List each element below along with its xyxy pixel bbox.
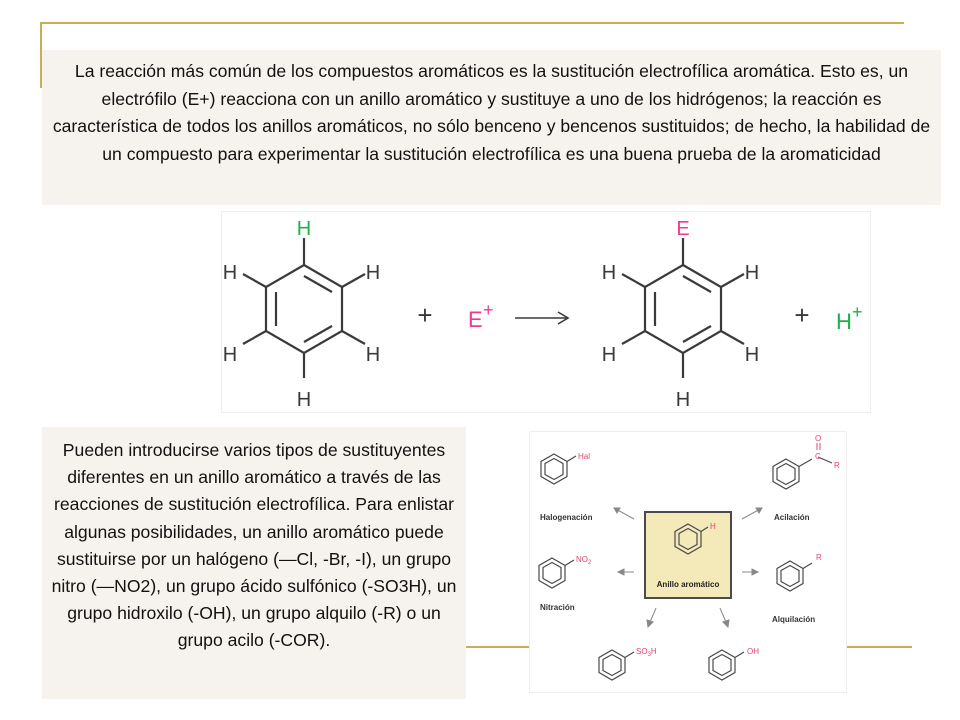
nitration-ring: [539, 558, 574, 588]
reaction-arrow: [515, 312, 568, 324]
sulfo-h: H: [650, 647, 657, 656]
hydroxyl-sub: OH: [747, 647, 759, 656]
byproduct-charge: +: [852, 302, 863, 322]
halogenation-label: Halogenación: [540, 513, 593, 522]
center-label: Anillo aromático: [656, 580, 720, 589]
product-atom: H: [601, 262, 617, 284]
carbonyl-bond: [817, 443, 820, 450]
alkylation-ring: [777, 561, 812, 591]
byproduct-h: H: [836, 309, 852, 334]
substitution-diagram: [530, 432, 846, 692]
product-benzene: [622, 238, 744, 378]
acylation-label: Acilación: [774, 513, 810, 522]
halogen-sub: Hal: [578, 452, 591, 461]
sulfo-text: SO: [636, 647, 648, 656]
detail-text: Pueden introducirse varios tipos de sustituyentes diferentes en un anillo aromático a través de las reacciones de sustitución electrofílica. Para enlistar algunas posibilidades, un anillo aromático puede sustituirse por un halógeno (—Cl, -Br, -I), un grupo nitro (—NO2), un grupo ácido sulfónico (-SO3H), un grupo hidroxilo (-OH), un grupo alquilo (-R) o un grupo acilo (-COR).: [51, 440, 457, 651]
acylation-ring: [773, 457, 832, 489]
bottom-rule-right: [846, 646, 912, 648]
alkylation-label: Alquilación: [772, 615, 816, 624]
alkyl-sub: R: [816, 553, 822, 562]
reactant-atom: H: [365, 344, 381, 366]
product-atom: H: [744, 262, 760, 284]
substitution-svg: [530, 432, 846, 692]
acyl-carbon: C: [815, 452, 821, 461]
reactant-top-h: H: [296, 218, 312, 240]
acyl-r: R: [834, 461, 840, 470]
reactant-benzene: [243, 238, 365, 378]
nitration-label: Nitración: [540, 603, 575, 612]
electrophile-charge: +: [483, 300, 494, 320]
nitro-sub: [576, 555, 592, 566]
sulfonation-ring: [599, 650, 634, 680]
product-top-e: E: [676, 218, 690, 240]
plus-sign: +: [417, 300, 433, 330]
reaction-scheme: [222, 212, 870, 412]
intro-text-box: [42, 50, 941, 205]
acyl-oxygen: O: [815, 434, 822, 443]
hydroxyl-ring: [709, 650, 744, 680]
reaction-svg: [222, 212, 870, 412]
product-atom: H: [675, 389, 691, 411]
reactant-atom: H: [222, 344, 238, 366]
reactant-atom: H: [365, 262, 381, 284]
plus-sign: +: [794, 300, 810, 330]
sulfo-subscript: 3: [647, 652, 651, 658]
center-sub: H: [710, 522, 716, 531]
detail-text-box: [42, 427, 466, 699]
reactant-atom: H: [296, 389, 312, 411]
product-atom: H: [744, 344, 760, 366]
sulfo-sub: [636, 647, 657, 658]
top-rule: [40, 22, 904, 24]
nitro-text: NO: [576, 555, 588, 564]
halogenation-ring: [541, 454, 576, 484]
reactant-atom: H: [222, 262, 238, 284]
nitro-subscript: 2: [588, 560, 592, 566]
electrophile: E: [468, 307, 483, 332]
intro-text: La reacción más común de los compuestos aromáticos es la sustitución electrofílica aromática. Esto es, un electrófilo (E+) reacciona con un anillo aromático y sustituye a uno de los hidrógenos; la reacción es característica de todos los anillos aromáticos, no sólo benceno y bencenos sustituidos; de hecho, la habilidad de un compuesto para experimentar la sustitución electrofílica es una buena prueba de la aromaticidad: [52, 61, 931, 164]
product-atom: H: [601, 344, 617, 366]
